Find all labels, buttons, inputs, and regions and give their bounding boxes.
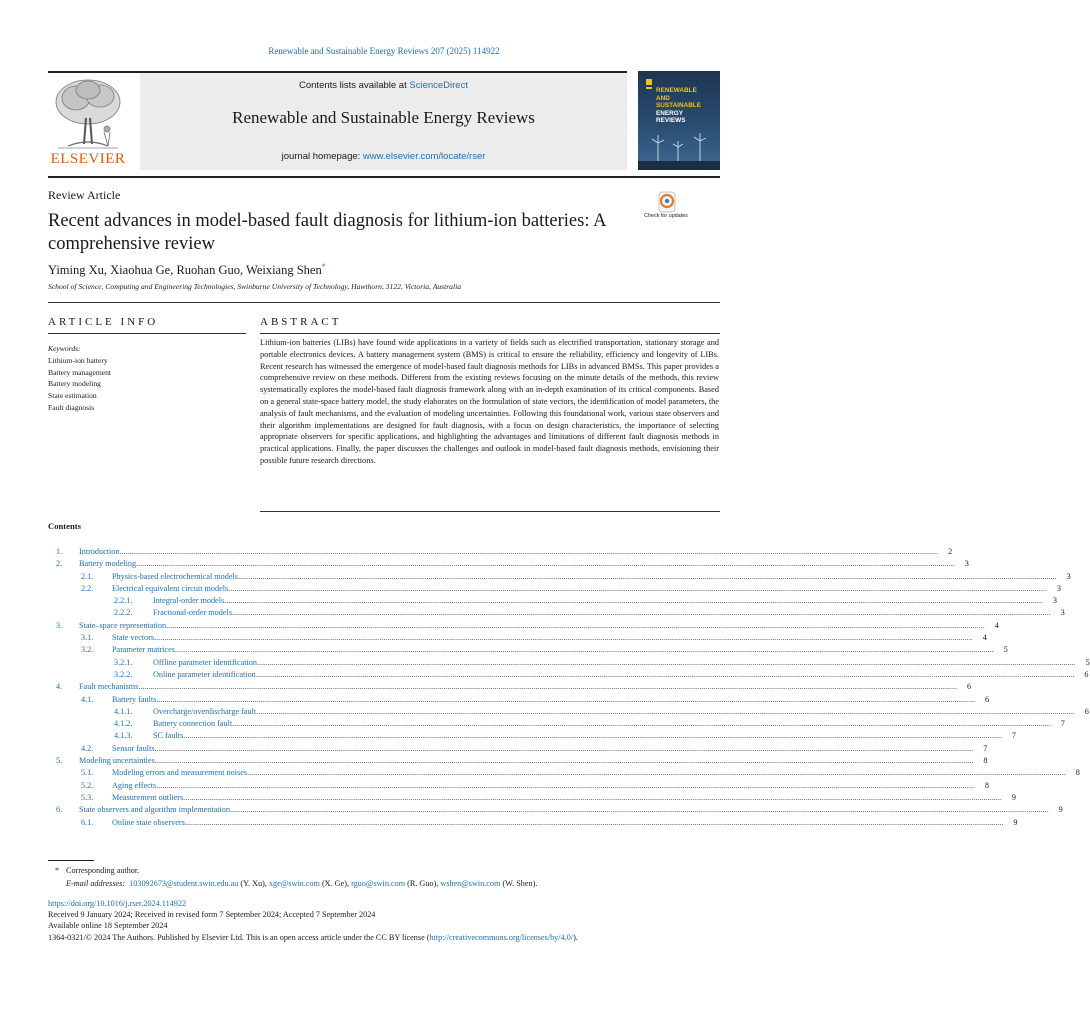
- toc-entry-title[interactable]: Online parameter identification: [153, 669, 256, 679]
- cover-line-1: RENEWABLE: [656, 87, 697, 94]
- toc-entry-line: [112, 583, 1061, 595]
- contents-availability: [140, 80, 627, 91]
- toc-entry[interactable]: [48, 694, 990, 706]
- affiliation: School of Science, Computing and Engineering Technologies, Swinburne University of Technology, Hawthorn, 3122, Victoria, Australia: [48, 282, 461, 291]
- table-of-contents: [48, 546, 1090, 829]
- toc-entry-title[interactable]: Electrical equivalent circuit models: [112, 583, 229, 593]
- abstract-text: Lithium-ion batteries (LIBs) have found wide applications in a variety of fields such as electrified transportation, stationary storage and portable electronics devices. A battery management system (BMS) is critical to ensure the reliability, efficiency and longevity of LIBs. Recent research has witnessed the emergence of model-based fault diagnosis methods for LIBs in advanced BMSs. This paper provides a comprehensive review on these methods. Different from the existing reviews focusing on the minute details of the methods, this review systematically explores the model-based fault diagnosis framework along with an in-depth examination of its critical components. Based on a general state-space battery model, the study elaborates on the formulation of state vectors, the identification of model parameters, the analysis of fault mechanisms, and the evaluation of modeling uncertainties. Following this foundational work, various state observers and their algorithm implementations are designed for fault diagnosis, with a focus on design characteristics, the importance of selecting appropriate observers for specific applications, and highlighting the advantages and limitations of different fault diagnosis methods in practical applications. Finally, the paper discusses the challenges and outlook in model-based fault diagnosis methods, envisioning their possible future research directions.: [260, 338, 719, 465]
- abstract-heading: ABSTRACT: [260, 316, 342, 328]
- toc-entry[interactable]: [48, 767, 1080, 779]
- toc-entry[interactable]: [48, 681, 972, 693]
- toc-entry-number[interactable]: 3.: [56, 620, 63, 630]
- toc-entry-number[interactable]: 4.: [56, 682, 63, 692]
- toc-leader-dots: ................................................................................................................................................................................................................................................................................................................................................................................................................: [183, 731, 1003, 741]
- article-type: Review Article: [48, 188, 121, 202]
- toc-entry-title[interactable]: Online state observers: [112, 817, 185, 827]
- email-link[interactable]: 103092673@student.swin.edu.au: [129, 878, 239, 888]
- toc-entry-number[interactable]: 4.2.: [81, 743, 94, 753]
- toc-entry-page: 6: [1084, 706, 1089, 716]
- toc-entry[interactable]: [48, 644, 1008, 656]
- email-label: E-mail addresses:: [66, 878, 126, 888]
- toc-entry-page: 3: [1056, 583, 1061, 593]
- toc-entry-line: [112, 694, 990, 706]
- toc-leader-dots: ................................................................................................................................................................................................................................................................................................................................................................................................................: [154, 743, 974, 753]
- toc-entry-title[interactable]: State vectors: [112, 633, 155, 643]
- online-date: Available online 18 September 2024: [48, 921, 168, 931]
- toc-entry[interactable]: [48, 730, 1017, 742]
- cover-title: [656, 87, 718, 125]
- toc-entry-line: [79, 804, 1063, 816]
- toc-leader-dots: ................................................................................................................................................................................................................................................................................................................................................................................................................: [247, 768, 1066, 778]
- toc-entry-page: 6: [967, 682, 972, 692]
- cover-line-3: SUSTAINABLE: [656, 102, 701, 110]
- toc-entry[interactable]: [48, 657, 1090, 669]
- toc-entry-line: [153, 657, 1090, 669]
- toc-leader-dots: ................................................................................................................................................................................................................................................................................................................................................................................................................: [166, 620, 985, 630]
- toc-entry-page: 9: [1058, 805, 1063, 815]
- info-top-rule: [48, 302, 720, 303]
- publisher-wordmark: ELSEVIER: [50, 151, 126, 167]
- toc-entry[interactable]: [48, 546, 953, 558]
- journal-title: Renewable and Sustainable Energy Reviews: [232, 108, 535, 127]
- license-suffix: ).: [573, 932, 578, 942]
- toc-entry-line: [153, 595, 1057, 607]
- toc-entry[interactable]: [48, 755, 988, 767]
- toc-entry-title[interactable]: Battery connection fault: [153, 719, 233, 729]
- toc-entry[interactable]: [48, 780, 989, 792]
- toc-entry[interactable]: [48, 804, 1063, 816]
- toc-entry-number[interactable]: 1.: [56, 547, 63, 556]
- toc-entry-title[interactable]: State–space representation: [79, 620, 167, 630]
- toc-entry-number[interactable]: 3.1.: [81, 633, 94, 643]
- toc-entry-line: [153, 718, 1065, 730]
- toc-entry-number[interactable]: 2.: [56, 559, 63, 569]
- email-owner: (R. Guo),: [405, 878, 441, 888]
- toc-entry-number[interactable]: 4.1.1.: [114, 706, 133, 716]
- toc-leader-dots: ................................................................................................................................................................................................................................................................................................................................................................................................................: [138, 682, 958, 692]
- keyword-item: State estimation: [48, 391, 97, 401]
- email-owner: (W. Shen).: [500, 878, 538, 888]
- toc-entry-number[interactable]: 4.1.2.: [114, 719, 133, 729]
- toc-entry-line: [153, 730, 1017, 742]
- toc-entry[interactable]: [48, 558, 969, 570]
- toc-entry-number[interactable]: 6.1.: [81, 817, 94, 827]
- toc-entry-title[interactable]: Modeling uncertainties: [79, 756, 155, 766]
- toc-entry-title[interactable]: Fractional-order models: [153, 608, 232, 618]
- toc-leader-dots: ................................................................................................................................................................................................................................................................................................................................................................................................................: [255, 669, 1075, 679]
- toc-leader-dots: ................................................................................................................................................................................................................................................................................................................................................................................................................: [232, 719, 1051, 729]
- toc-entry[interactable]: [48, 632, 987, 644]
- footnote-rule: [48, 860, 94, 861]
- toc-leader-dots: ................................................................................................................................................................................................................................................................................................................................................................................................................: [256, 706, 1075, 716]
- abstract-bottom-rule: [260, 511, 720, 512]
- toc-entry-line: [112, 632, 987, 644]
- toc-leader-dots: ................................................................................................................................................................................................................................................................................................................................................................................................................: [184, 817, 1004, 827]
- toc-entry[interactable]: [48, 792, 1016, 804]
- toc-entry[interactable]: [48, 571, 1071, 583]
- toc-leader-dots: ................................................................................................................................................................................................................................................................................................................................................................................................................: [231, 608, 1051, 618]
- corresponding-author-note: Corresponding author.: [66, 866, 140, 875]
- toc-entry-line: [112, 571, 1071, 583]
- contents-prefix: Contents lists available at: [299, 80, 410, 91]
- toc-entry-line: [112, 817, 1018, 829]
- toc-entry-title[interactable]: Sensor faults: [112, 743, 155, 753]
- toc-entry-page: 6: [1084, 669, 1089, 679]
- abstract-heading-rule: [260, 333, 720, 334]
- toc-entry-page: 4: [994, 620, 999, 630]
- keyword-item: Lithium-ion battery: [48, 355, 108, 365]
- homepage-link[interactable]: www.elsevier.com/locate/rser: [362, 151, 486, 162]
- toc-entry-title[interactable]: Physics-based electrochemical models: [112, 571, 238, 581]
- toc-leader-dots: ................................................................................................................................................................................................................................................................................................................................................................................................................: [228, 583, 1047, 593]
- toc-entry-title[interactable]: Measurement outliers: [112, 792, 184, 802]
- email-link[interactable]: wshen@swin.com: [440, 878, 501, 888]
- toc-entry-title[interactable]: Battery modeling: [79, 559, 137, 569]
- toc-entry-number[interactable]: 2.2.1.: [114, 596, 133, 606]
- footnote-mark: *: [54, 866, 60, 875]
- header-bottom-rule: [48, 176, 720, 178]
- toc-entry-title[interactable]: Offline parameter identification: [153, 657, 257, 667]
- toc-entry-title[interactable]: Introduction: [79, 547, 120, 556]
- email-owner: (X. Ge),: [319, 878, 352, 888]
- toc-entry-page: 3: [964, 559, 969, 569]
- sciencedirect-link[interactable]: ScienceDirect: [409, 80, 468, 91]
- toc-leader-dots: ................................................................................................................................................................................................................................................................................................................................................................................................................: [119, 547, 939, 556]
- toc-entry[interactable]: [48, 607, 1065, 619]
- toc-entry-page: 3: [1060, 608, 1065, 618]
- toc-entry-page: 2: [948, 547, 953, 556]
- keyword-item: Fault diagnosis: [48, 402, 95, 412]
- keywords-block: [48, 343, 111, 414]
- toc-entry-page: 8: [983, 756, 988, 766]
- license-link[interactable]: http://creativecommons.org/licenses/by/4.0/: [429, 932, 574, 942]
- toc-entry-number[interactable]: 2.2.: [81, 583, 94, 593]
- toc-entry-page: 8: [984, 780, 989, 790]
- toc-leader-dots: ................................................................................................................................................................................................................................................................................................................................................................................................................: [174, 645, 994, 655]
- doi-link[interactable]: https://doi.org/10.1016/j.rser.2024.114922: [48, 899, 187, 908]
- toc-entry[interactable]: [48, 669, 1089, 681]
- toc-leader-dots: ................................................................................................................................................................................................................................................................................................................................................................................................................: [136, 559, 955, 569]
- toc-entry-number[interactable]: 3.2.: [81, 645, 94, 655]
- toc-entry-page: 3: [1066, 571, 1071, 581]
- info-heading-rule: [48, 333, 246, 334]
- toc-entry-page: 7: [1060, 719, 1065, 729]
- toc-entry[interactable]: [48, 718, 1065, 730]
- author-list: [48, 262, 326, 278]
- journal-reference[interactable]: Renewable and Sustainable Energy Reviews 207 (2025) 114922: [268, 46, 500, 56]
- toc-entry-page: 4: [982, 633, 987, 643]
- toc-entry-page: 9: [1013, 817, 1018, 827]
- toc-entry[interactable]: [48, 743, 988, 755]
- toc-entry-number[interactable]: 5.1.: [81, 768, 94, 778]
- toc-entry-line: [112, 780, 989, 792]
- journal-homepage: [140, 151, 627, 162]
- toc-entry-line: [79, 755, 988, 767]
- toc-entry-number[interactable]: 6.: [56, 805, 63, 815]
- toc-entry-title[interactable]: Overcharge/overdischarge fault: [153, 706, 257, 716]
- check-for-updates-label[interactable]: Check for updates: [644, 213, 688, 219]
- toc-entry-number[interactable]: 2.1.: [81, 571, 94, 581]
- email-owner: (Y. Xu),: [238, 878, 269, 888]
- toc-entry-page: 6: [985, 694, 990, 704]
- article-title: Recent advances in model-based fault diagnosis for lithium-ion batteries: A comprehensive review: [48, 211, 606, 254]
- email-link[interactable]: xge@swin.com: [268, 878, 320, 888]
- authors-text: Yiming Xu, Xiaohua Ge, Ruohan Guo, Weixiang Shen: [48, 263, 322, 278]
- keywords-label: Keywords:: [48, 344, 81, 353]
- publication-metadata: [48, 898, 578, 943]
- toc-entry-title[interactable]: State observers and algorithm implementation: [79, 805, 230, 815]
- article-info-heading: ARTICLE INFO: [48, 316, 159, 328]
- corresponding-author-mark[interactable]: *: [321, 262, 326, 271]
- toc-entry-page: 5: [1085, 657, 1090, 667]
- toc-leader-dots: ................................................................................................................................................................................................................................................................................................................................................................................................................: [154, 756, 974, 766]
- toc-entry-page: 8: [1075, 768, 1080, 778]
- toc-leader-dots: ................................................................................................................................................................................................................................................................................................................................................................................................................: [224, 596, 1043, 606]
- toc-leader-dots: ................................................................................................................................................................................................................................................................................................................................................................................................................: [229, 805, 1049, 815]
- toc-entry[interactable]: [48, 817, 1018, 829]
- toc-entry-page: 5: [1003, 645, 1008, 655]
- toc-entry-page: 3: [1052, 596, 1057, 606]
- toc-entry-line: [79, 681, 972, 693]
- toc-entry-number[interactable]: 3.2.2.: [114, 669, 133, 679]
- license-statement: [48, 932, 578, 943]
- toc-entry-number[interactable]: 2.2.2.: [114, 608, 133, 618]
- toc-entry-title[interactable]: Parameter matrices: [112, 645, 175, 655]
- toc-entry-line: [79, 620, 999, 632]
- email-link[interactable]: rguo@swin.com: [351, 878, 406, 888]
- toc-entry-title[interactable]: Battery faults: [112, 694, 157, 704]
- footnote: [48, 865, 537, 890]
- toc-entry-line: [153, 706, 1089, 718]
- toc-entry-number[interactable]: 3.2.1.: [114, 657, 133, 667]
- cover-line-5: REVIEWS: [656, 117, 686, 125]
- toc-entry[interactable]: [48, 595, 1057, 607]
- cover-line-4: ENERGY: [656, 109, 683, 117]
- toc-leader-dots: ................................................................................................................................................................................................................................................................................................................................................................................................................: [183, 792, 1002, 802]
- toc-entry-number[interactable]: 5.: [56, 756, 63, 766]
- toc-entry-page: 7: [983, 743, 988, 753]
- cover-line-2: AND: [656, 94, 670, 102]
- homepage-prefix: journal homepage:: [281, 151, 363, 162]
- toc-leader-dots: ................................................................................................................................................................................................................................................................................................................................................................................................................: [237, 571, 1057, 581]
- toc-leader-dots: ................................................................................................................................................................................................................................................................................................................................................................................................................: [256, 657, 1076, 667]
- toc-entry-number[interactable]: 5.2.: [81, 780, 94, 790]
- toc-entry-number[interactable]: 4.1.3.: [114, 731, 133, 741]
- toc-entry-title[interactable]: SC faults: [153, 731, 184, 741]
- toc-entry-page: 9: [1011, 792, 1016, 802]
- toc-entry-title[interactable]: Aging effects: [112, 780, 157, 790]
- toc-entry-line: [112, 767, 1080, 779]
- check-for-updates-icon[interactable]: [648, 190, 686, 230]
- license-prefix: 1364-0321/© 2024 The Authors. Published by Elsevier Ltd. This is an open access article under the CC BY license (: [48, 932, 430, 942]
- toc-entry-number[interactable]: 4.1.: [81, 694, 94, 704]
- keyword-item: Battery modeling: [48, 379, 101, 389]
- contents-heading: Contents: [48, 521, 81, 531]
- toc-leader-dots: ................................................................................................................................................................................................................................................................................................................................................................................................................: [156, 780, 975, 790]
- toc-entry[interactable]: [48, 706, 1089, 718]
- toc-leader-dots: ................................................................................................................................................................................................................................................................................................................................................................................................................: [154, 633, 973, 643]
- toc-entry[interactable]: [48, 583, 1061, 595]
- toc-entry-line: [112, 644, 1008, 656]
- received-dates: Received 9 January 2024; Received in revised form 7 September 2024; Accepted 7 September 2024: [48, 910, 376, 920]
- toc-entry-title[interactable]: Modeling errors and measurement noises: [112, 768, 248, 778]
- toc-entry-line: [112, 743, 988, 755]
- toc-entry-line: [112, 792, 1016, 804]
- toc-entry-page: 7: [1011, 731, 1017, 741]
- toc-entry[interactable]: [48, 620, 999, 632]
- keyword-item: Battery management: [48, 367, 112, 377]
- toc-entry-title[interactable]: Fault mechanisms: [79, 682, 139, 692]
- toc-entry-line: [79, 546, 953, 558]
- toc-entry-title[interactable]: Integral-order models: [153, 596, 225, 606]
- toc-leader-dots: ................................................................................................................................................................................................................................................................................................................................................................................................................: [156, 694, 976, 704]
- toc-entry-number[interactable]: 5.3.: [81, 792, 94, 802]
- toc-entry-line: [79, 558, 969, 570]
- toc-entry-line: [153, 607, 1065, 619]
- toc-entry-line: [153, 669, 1089, 681]
